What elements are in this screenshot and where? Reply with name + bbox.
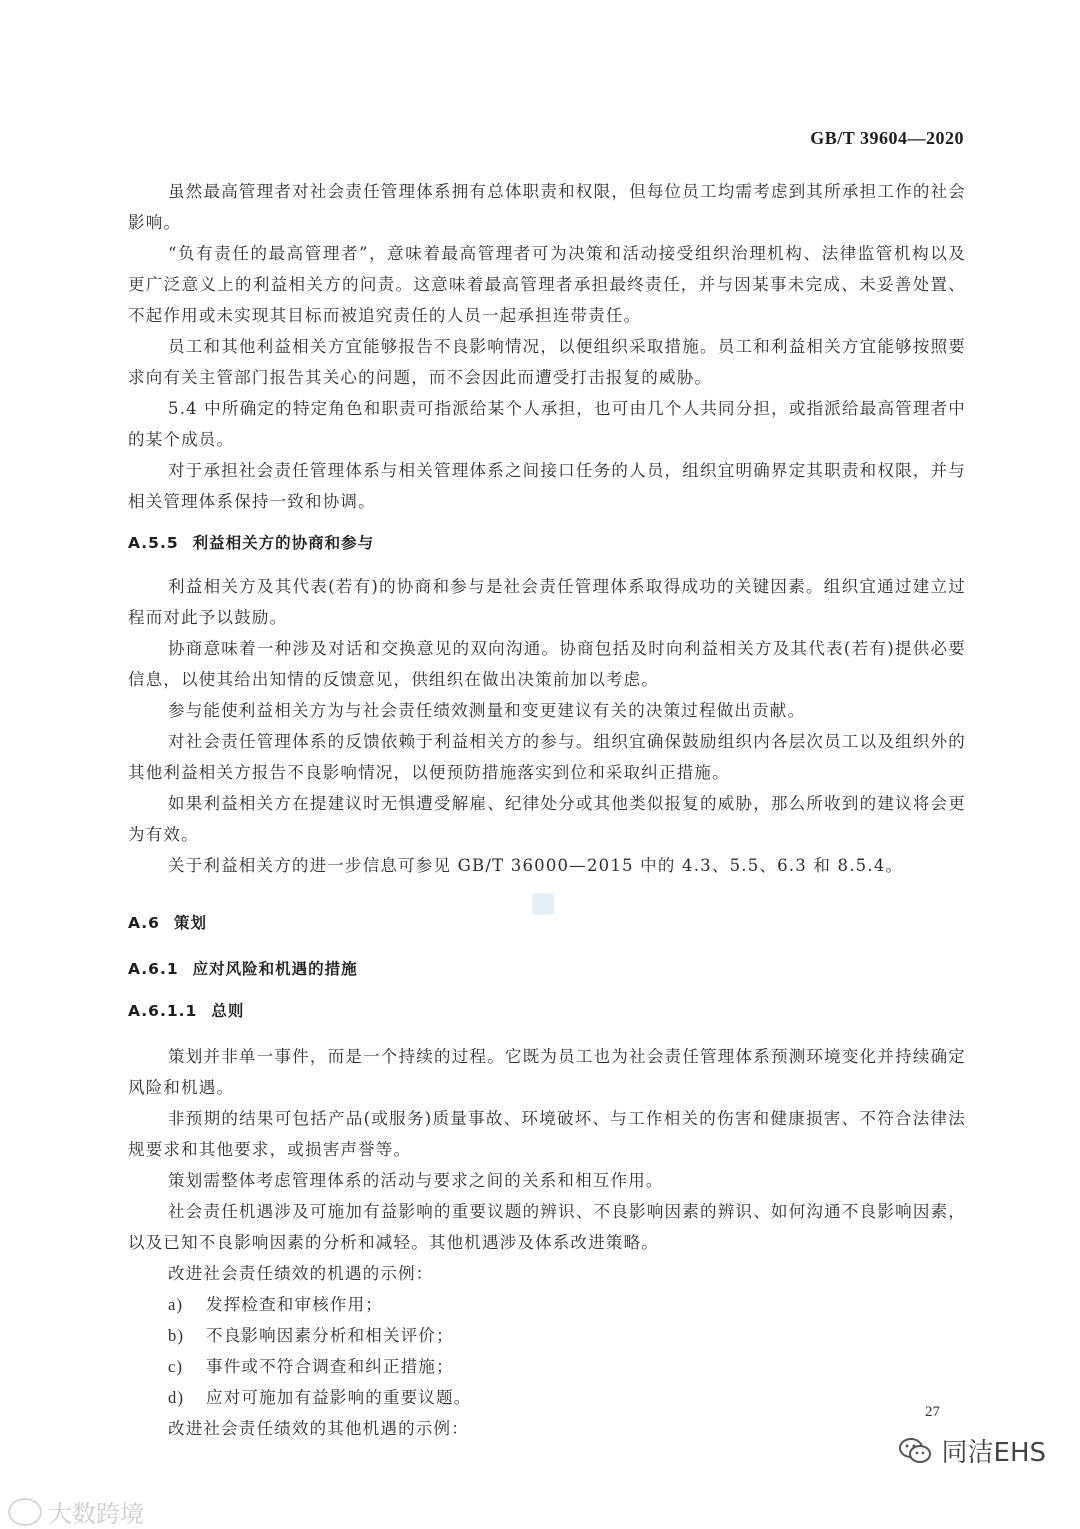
wechat-icon	[898, 1437, 932, 1465]
list-marker: d)	[168, 1388, 185, 1407]
list-item	[128, 1382, 966, 1413]
paragraph: 对社会责任管理体系的反馈依赖于利益相关方的参与。组织宜确保鼓励组织内各层次员工以及组织外的其他利益相关方报告不良影响情况，以便预防措施落实到位和采取纠正措施。	[128, 732, 966, 782]
paragraph: 如果利益相关方在提建议时无惧遭受解雇、纪律处分或其他类似报复的威胁，那么所收到的建议将会更为有效。	[128, 794, 966, 844]
page-content	[128, 176, 966, 1444]
paragraph: 对于承担社会责任管理体系与相关管理体系之间接口任务的人员，组织宜明确界定其职责和权限，并与相关管理体系保持一致和协调。	[128, 461, 966, 511]
section-title: 策划	[173, 914, 207, 932]
watermark-right	[898, 1432, 1046, 1469]
paragraph: 策划并非单一事件，而是一个持续的过程。它既为员工也为社会责任管理体系预测环境变化并持续确定风险和机遇。	[128, 1047, 966, 1097]
section-heading-a55	[128, 531, 966, 555]
paragraph: 利益相关方及其代表(若有)的协商和参与是社会责任管理体系取得成功的关键因素。组织宜通过建立过程而对此予以鼓励。	[128, 577, 966, 627]
watermark-right-text: 同洁EHS	[941, 1438, 1046, 1468]
section-heading-a611	[128, 999, 966, 1023]
watermark-logo-icon	[8, 1498, 42, 1526]
standard-number: GB/T 39604—2020	[810, 128, 964, 148]
section-number: A.6	[128, 914, 160, 932]
list-item	[128, 1289, 966, 1320]
list-text: 发挥检查和审核作用；	[206, 1295, 383, 1314]
paragraph: 改进社会责任绩效的其他机遇的示例：	[168, 1419, 469, 1438]
list-text: 不良影响因素分析和相关评价；	[206, 1326, 454, 1345]
section-heading-a61	[128, 957, 966, 981]
paragraph: 员工和其他利益相关方宜能够报告不良影响情况，以便组织采取措施。员工和利益相关方宜能够按照要求向有关主管部门报告其关心的问题，而不会因此而遭受打击报复的威胁。	[128, 337, 966, 387]
list-marker: a)	[168, 1295, 184, 1314]
list-text: 事件或不符合调查和纠正措施；	[206, 1357, 454, 1376]
paragraph: 社会责任机遇涉及可施加有益影响的重要议题的辨识、不良影响因素的辨识、如何沟通不良影响因素，以及已知不良影响因素的分析和减轻。其他机遇涉及体系改进策略。	[128, 1202, 966, 1252]
publisher-logo-icon	[532, 893, 554, 915]
paragraph: “负有责任的最高管理者”，意味着最高管理者可为决策和活动接受组织治理机构、法律监管机构以及更广泛意义上的利益相关方的问责。这意味着最高管理者承担最终责任，并与因某事未完成、未妥善处置、不起作用或未实现其目标而被追究责任的人员一起承担连带责任。	[128, 244, 966, 325]
section-number: A.6.1.1	[128, 1002, 198, 1020]
paragraph: 关于利益相关方的进一步信息可参见 GB/T 36000—2015 中的 4.3、5.5、6.3 和 8.5.4。	[168, 856, 904, 875]
paragraph: 5.4 中所确定的特定角色和职责可指派给某个人承担，也可由几个人共同分担，或指派给最高管理者中的某个成员。	[128, 399, 966, 449]
section-title: 总则	[211, 1002, 245, 1020]
paragraph: 协商意味着一种涉及对话和交换意见的双向沟通。协商包括及时向利益相关方及其代表(若有)提供必要信息，以使其给出知情的反馈意见，供组织在做出决策前加以考虑。	[128, 639, 966, 689]
page-number: 27	[925, 1404, 940, 1420]
list-text: 应对可施加有益影响的重要议题。	[206, 1388, 472, 1407]
paragraph: 虽然最高管理者对社会责任管理体系拥有总体职责和权限，但每位员工均需考虑到其所承担工作的社会影响。	[128, 182, 966, 232]
watermark-left	[8, 1494, 144, 1529]
paragraph: 策划需整体考虑管理体系的活动与要求之间的关系和相互作用。	[168, 1171, 664, 1190]
paragraph: 非预期的结果可包括产品(或服务)质量事故、环境破坏、与工作相关的伤害和健康损害、不符合法律法规要求和其他要求，或损害声誉等。	[128, 1109, 966, 1159]
list-marker: b)	[168, 1326, 185, 1345]
watermark-left-text: 大数跨境	[48, 1500, 144, 1528]
list-item	[128, 1320, 966, 1351]
section-number: A.6.1	[128, 960, 179, 978]
list-item	[128, 1351, 966, 1382]
section-title: 利益相关方的协商和参与	[192, 534, 375, 552]
paragraph: 参与能使利益相关方为与社会责任绩效测量和变更建议有关的决策过程做出贡献。	[168, 701, 806, 720]
section-number: A.5.5	[128, 534, 179, 552]
section-title: 应对风险和机遇的措施	[192, 960, 358, 978]
paragraph: 改进社会责任绩效的机遇的示例：	[168, 1264, 434, 1283]
list-marker: c)	[168, 1357, 184, 1376]
